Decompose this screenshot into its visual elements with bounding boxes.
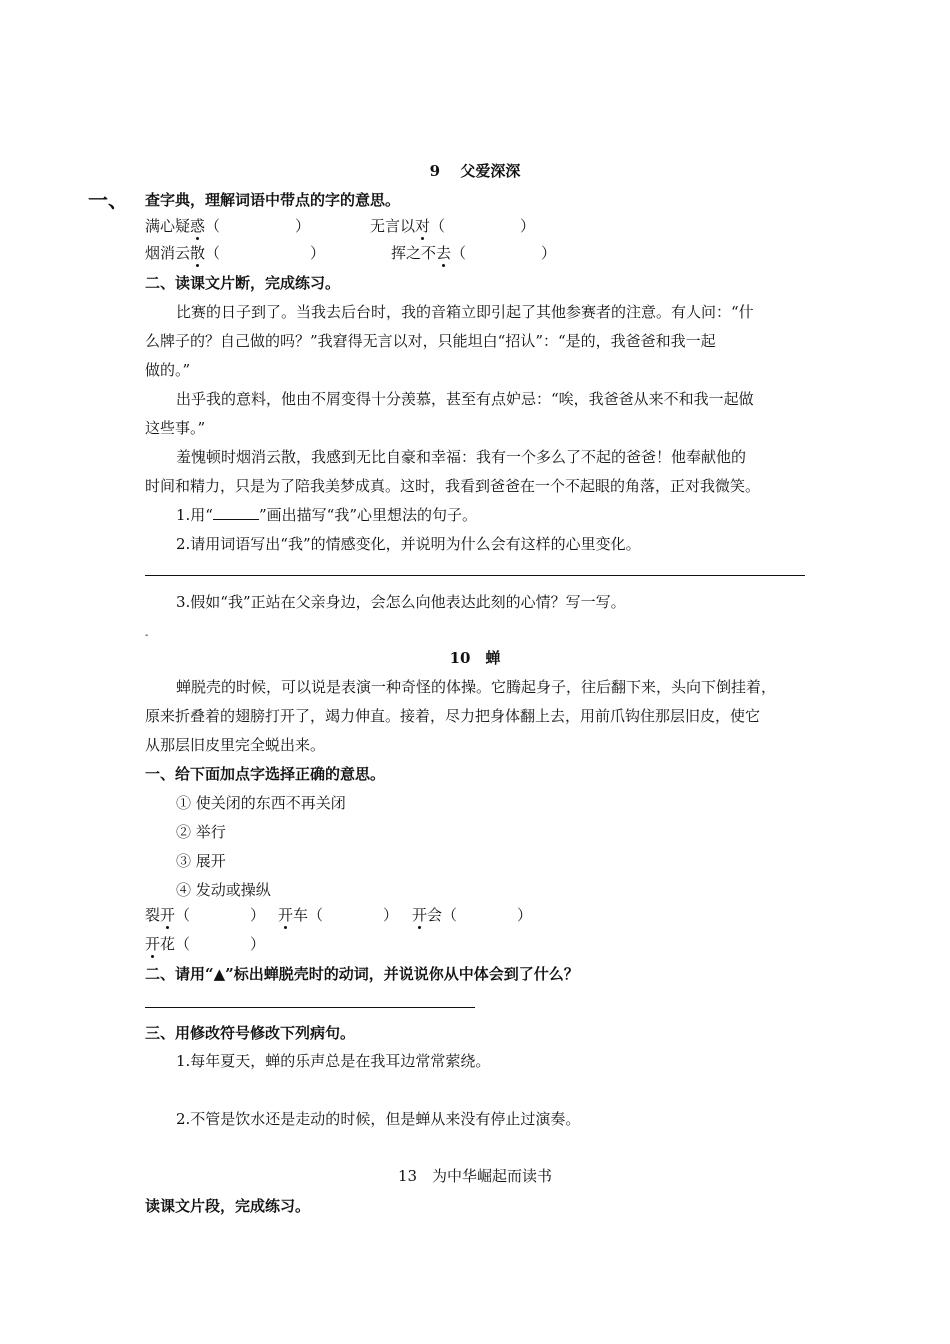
passage-line: 从那层旧皮里完全蜕出来。 bbox=[145, 736, 326, 754]
passage-line: 比赛的日子到了。当我去后台时，我的音箱立即引起了其他参赛者的注意。有人问：“什 bbox=[176, 303, 754, 321]
sub-question-2: 2.请用词语写出“我”的情感变化，并说明为什么会有这样的心里变化。 bbox=[176, 535, 641, 553]
sub-question-1: 1.用“ ”画出描写“我”心里想法的句子。 bbox=[176, 506, 477, 524]
passage-line: 羞愧顿时烟消云散，我感到无比自豪和幸福：我有一个多么了不起的爸爸！他奉献他的 bbox=[176, 448, 747, 466]
answer-line bbox=[145, 1007, 475, 1008]
meaning-option-2: ② 举行 bbox=[176, 823, 226, 841]
sub-question-3: 3.假如“我”正站在父亲身边，会怎么向他表达此刻的心情？写一写。 bbox=[176, 593, 626, 611]
answer-line bbox=[145, 575, 805, 576]
lesson-9-title: 9 父爱深深 bbox=[429, 162, 521, 180]
stray-dash: - bbox=[145, 630, 149, 641]
lesson-10-title: 10 蝉 bbox=[449, 649, 501, 667]
lesson-13-instruction: 读课文片段，完成练习。 bbox=[145, 1197, 311, 1215]
lesson-9-question-1: 查字典，理解词语中带点的字的意思。 bbox=[145, 191, 401, 209]
passage-line: 蝉脱壳的时候，可以说是表演一种奇怪的体操。它腾起身子，往后翻下来，头向下倒挂着， bbox=[176, 678, 777, 696]
sentence-to-correct-2: 2.不管是饮水还是走动的时候，但是蝉从来没有停止过演奏。 bbox=[176, 1110, 581, 1128]
lesson-13-title: 13 为中华崛起而读书 bbox=[397, 1167, 553, 1185]
passage-line: 这些事。” bbox=[145, 419, 206, 437]
sentence-to-correct-1: 1.每年夏天，蝉的乐声总是在我耳边常常萦绕。 bbox=[176, 1052, 491, 1070]
section-1-marker: 一、 bbox=[88, 188, 128, 212]
meaning-option-1: ① 使关闭的东西不再关闭 bbox=[176, 794, 346, 812]
underline-symbol bbox=[213, 505, 259, 520]
vocab-item-4: 挥之不去（ ） bbox=[391, 244, 557, 262]
answer-item-1: 裂开（ ） bbox=[145, 906, 266, 924]
meaning-option-3: ③ 展开 bbox=[176, 852, 226, 870]
answer-item-3: 开会（ ） bbox=[412, 906, 533, 924]
passage-line: 时间和精力，只是为了陪我美梦成真。这时，我看到爸爸在一个不起眼的角落，正对我微笑。 bbox=[145, 477, 761, 495]
lesson-10-question-2: 二、请用“▲”标出蝉脱壳时的动词，并说说你从中体会到了什么？ bbox=[145, 965, 579, 983]
passage-line: 原来折叠着的翅膀打开了，竭力伸直。接着，尽力把身体翻上去，用前爪钩住那层旧皮，使它 bbox=[145, 707, 761, 725]
answer-item-4: 开花（ ） bbox=[145, 935, 266, 953]
lesson-10-question-3: 三、用修改符号修改下列病句。 bbox=[145, 1024, 356, 1042]
answer-item-2: 开车（ ） bbox=[278, 906, 399, 924]
passage-line: 出乎我的意料，他由不屑变得十分羡慕，甚至有点妒忌：“唉，我爸爸从来不和我一起做 bbox=[176, 390, 754, 408]
passage-line: 做的。” bbox=[145, 361, 191, 379]
passage-line: 么牌子的？自己做的吗？”我窘得无言以对，只能坦白“招认”：“是的，我爸爸和我一起 bbox=[145, 332, 716, 350]
vocab-item-2: 无言以对（ ） bbox=[370, 217, 536, 235]
vocab-item-1: 满心疑惑（ ） bbox=[145, 217, 311, 235]
meaning-option-4: ④ 发动或操纵 bbox=[176, 881, 271, 899]
lesson-9-question-2: 二、读课文片断，完成练习。 bbox=[145, 274, 341, 292]
lesson-10-question-1: 一、给下面加点字选择正确的意思。 bbox=[145, 765, 386, 783]
vocab-item-3: 烟消云散（ ） bbox=[145, 244, 326, 262]
